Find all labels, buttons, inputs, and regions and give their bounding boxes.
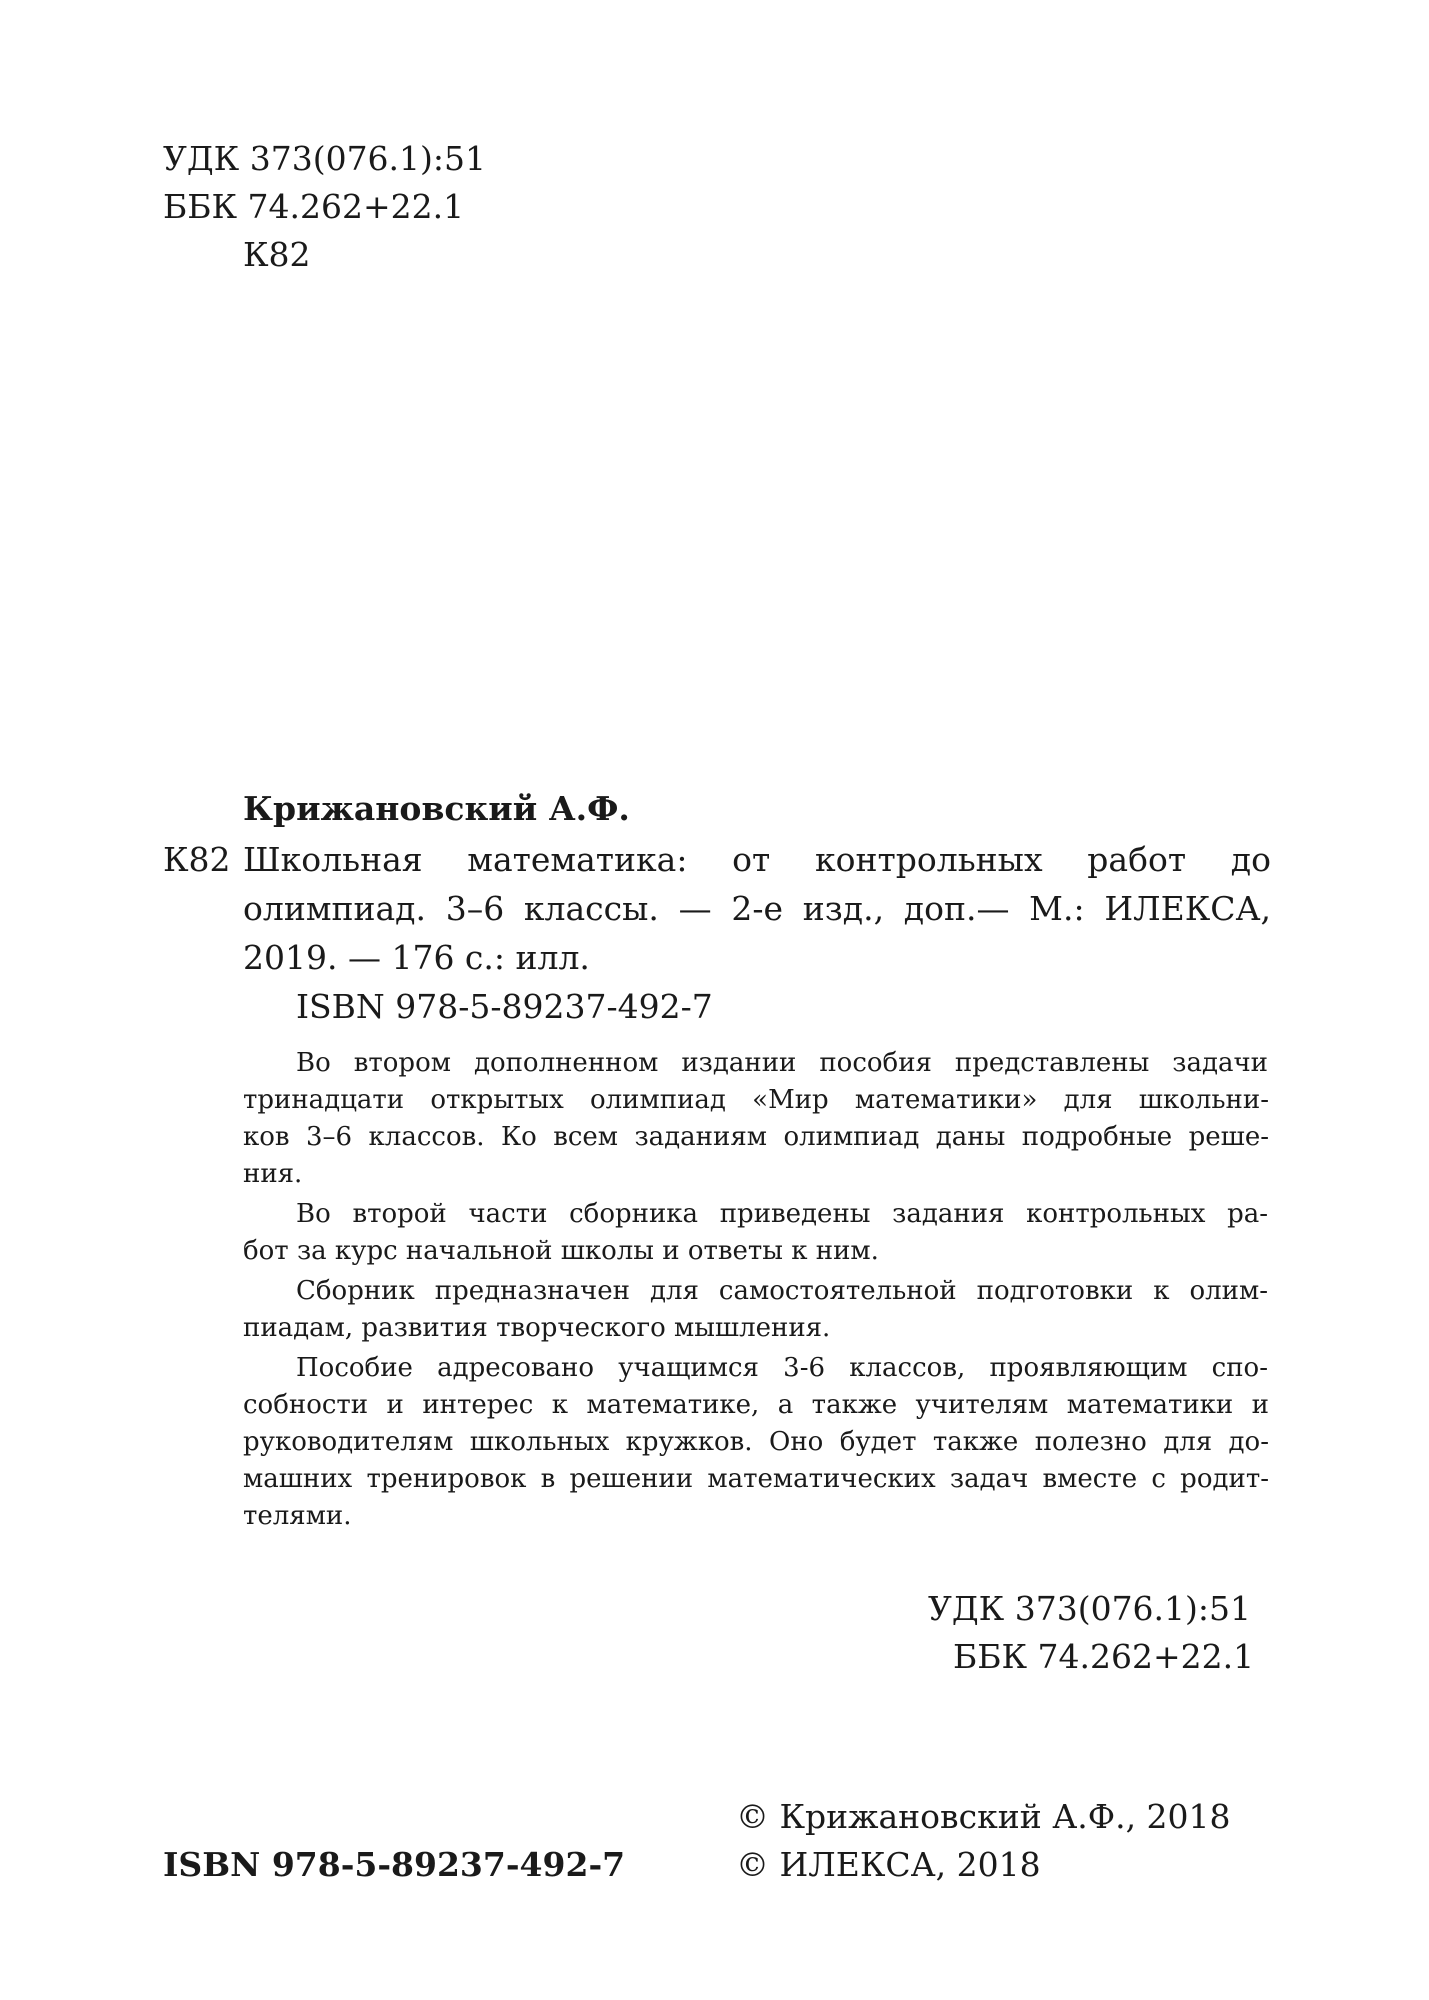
copyright-publisher: © ИЛЕКСА, 2018 bbox=[736, 1845, 1041, 1884]
bib-author: Крижановский А.Ф. bbox=[243, 789, 630, 828]
annotation-line-2: тринадцати открытых олимпиад «Мир математики» для школьни- bbox=[243, 1085, 1269, 1115]
annotation-line-12: машних тренировок в решении математических задач вместе с родит- bbox=[243, 1464, 1269, 1494]
annotation-line-13: телями. bbox=[243, 1501, 352, 1531]
bib-isbn: ISBN 978-5-89237-492-7 bbox=[296, 987, 713, 1026]
bib-title-line-2: олимпиад. 3–6 классы. — 2-е изд., доп.— М.: ИЛЕКСА, bbox=[243, 889, 1271, 928]
annotation-line-7: Сборник предназначен для самостоятельной подготовки к олим- bbox=[296, 1276, 1268, 1306]
annotation-line-8: пиадам, развития творческого мышления. bbox=[243, 1313, 831, 1343]
copyright-author: © Крижановский А.Ф., 2018 bbox=[736, 1797, 1231, 1836]
header-udk-code: УДК 373(076.1):51 bbox=[163, 139, 487, 178]
bib-title-line-1: Школьная математика: от контрольных работ до bbox=[243, 840, 1271, 879]
header-bbk-code: ББК 74.262+22.1 bbox=[163, 187, 465, 226]
footer-bbk-code: ББК 74.262+22.1 bbox=[953, 1637, 1255, 1676]
imprint-isbn: ISBN 978-5-89237-492-7 bbox=[163, 1845, 626, 1884]
annotation-line-9: Пособие адресовано учащимся 3-6 классов, проявляющим спо- bbox=[296, 1353, 1268, 1383]
bib-mark: К82 bbox=[163, 840, 231, 879]
bib-title-line-3: 2019. — 176 с.: илл. bbox=[243, 938, 590, 977]
annotation-line-10: собности и интерес к математике, а также учителям математики и bbox=[243, 1390, 1269, 1420]
footer-udk-code: УДК 373(076.1):51 bbox=[928, 1589, 1252, 1628]
annotation-line-5: Во второй части сборника приведены задания контрольных ра- bbox=[296, 1199, 1268, 1229]
annotation-line-6: бот за курс начальной школы и ответы к ним. bbox=[243, 1236, 879, 1266]
annotation-line-3: ков 3–6 классов. Ко всем заданиям олимпиад даны подробные реше- bbox=[243, 1122, 1269, 1152]
annotation-line-11: руководителям школьных кружков. Оно будет также полезно для до- bbox=[243, 1427, 1269, 1457]
header-author-mark: К82 bbox=[243, 235, 311, 274]
annotation-line-4: ния. bbox=[243, 1159, 303, 1189]
annotation-line-1: Во втором дополненном издании пособия представлены задачи bbox=[296, 1048, 1268, 1078]
